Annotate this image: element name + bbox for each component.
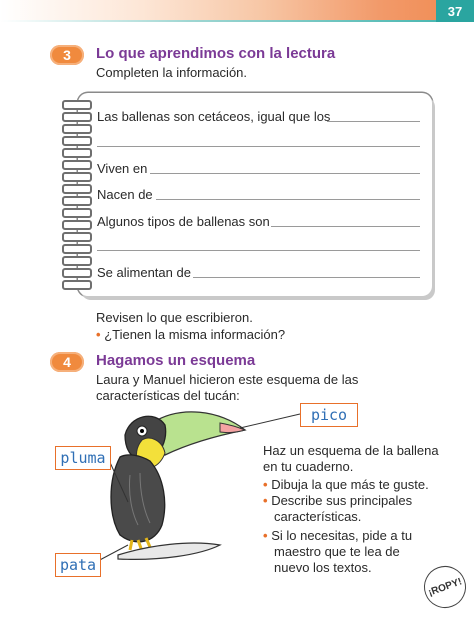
activity-bullet-1: • Dibuja la que más te guste.	[263, 477, 429, 492]
section-3-title: Lo que aprendimos con la lectura	[96, 45, 336, 62]
fill-line-3-label: Nacen de	[97, 187, 153, 202]
label-feather: pluma	[55, 446, 111, 470]
fill-line-4-label: Algunos tipos de ballenas son	[97, 214, 270, 229]
activity-bullet-3-cont-2: nuevo los textos.	[274, 560, 372, 575]
activity-bullet-3: • Si lo necesitas, pide a tu	[263, 528, 413, 543]
ropy-stamp-icon: ¡ROPY!	[418, 560, 472, 614]
activity-line-2: en tu cuaderno.	[263, 459, 354, 474]
section-4-intro-1: Laura y Manuel hicieron este esquema de las	[96, 372, 359, 387]
section-4-intro-2: características del tucán:	[96, 388, 240, 403]
label-beak: pico	[300, 403, 358, 427]
activity-bullet-3-cont-1: maestro que te lea de	[274, 544, 400, 559]
activity-bullet-2: • Describe sus principales	[263, 493, 413, 508]
label-foot: pata	[55, 553, 101, 577]
section-4-badge: 4	[50, 352, 84, 372]
section-3-badge: 3	[50, 45, 84, 65]
fill-line-1-label: Las ballenas son cetáceos, igual que los	[97, 109, 331, 124]
section-3-instruction: Completen la información.	[96, 65, 248, 80]
review-text: Revisen lo que escribieron.	[96, 310, 253, 325]
section-4-title: Hagamos un esquema	[96, 352, 256, 369]
page-number: 37	[436, 0, 474, 22]
activity-bullet-2-cont: características.	[274, 509, 362, 524]
fill-line-5-label: Se alimentan de	[97, 265, 191, 280]
review-question: • ¿Tienen la misma información?	[96, 327, 286, 342]
activity-line-1: Haz un esquema de la ballena	[263, 443, 439, 458]
fill-line-2-label: Viven en	[97, 161, 148, 176]
